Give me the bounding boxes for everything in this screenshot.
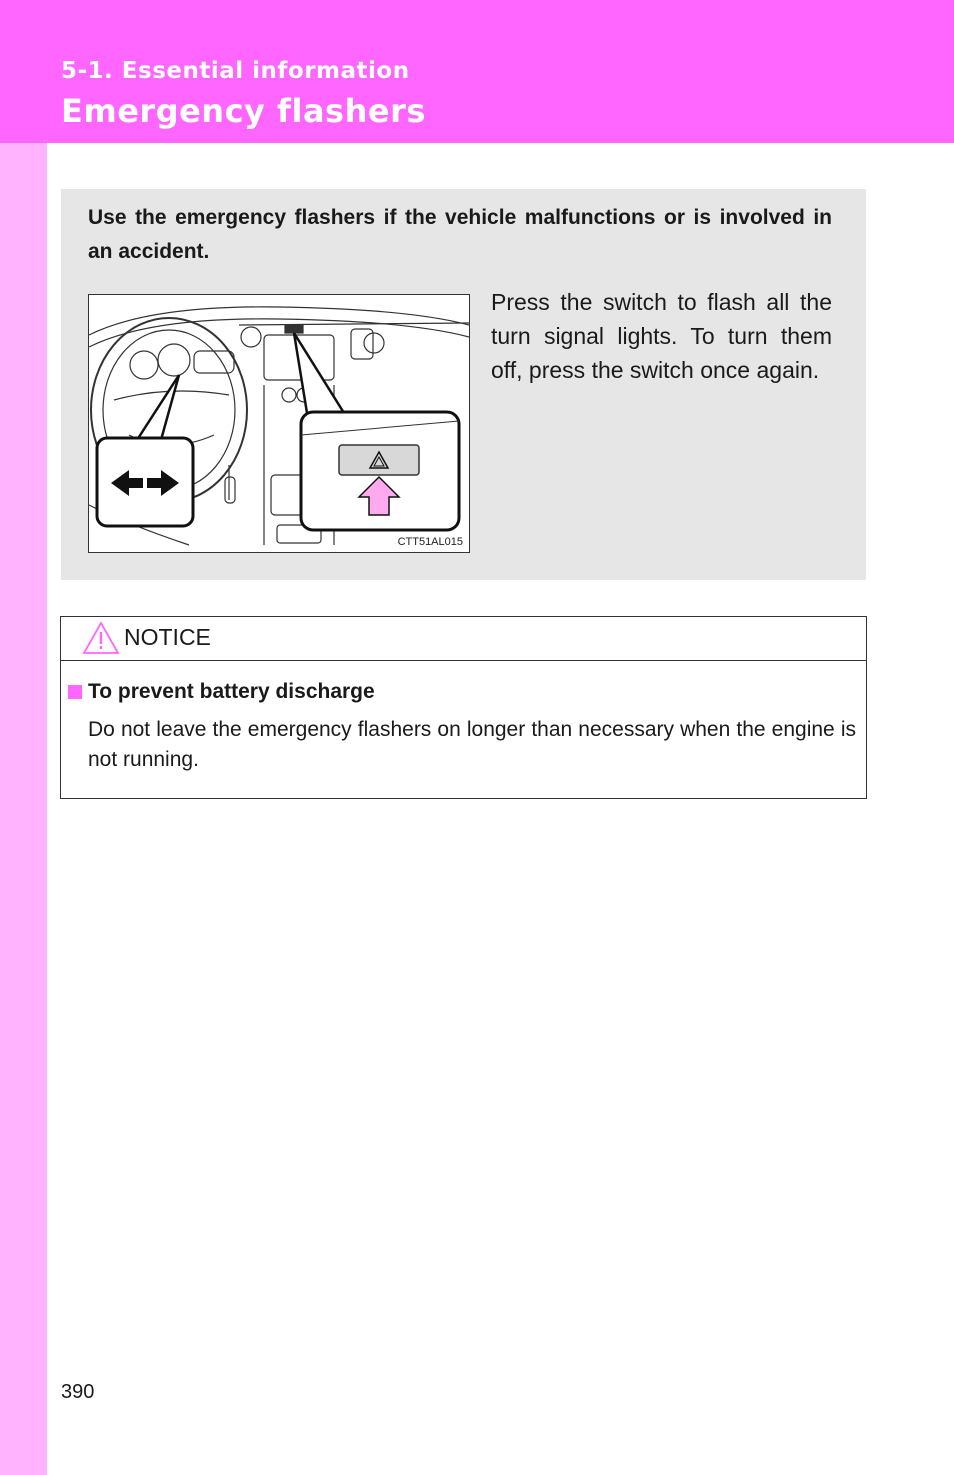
warning-triangle-icon xyxy=(82,621,120,655)
notice-subheading xyxy=(68,680,375,704)
notice-subheading-text: To prevent battery discharge xyxy=(88,680,375,703)
notice-body: Do not leave the emergency flashers on longer than necessary when the engine is not running. xyxy=(88,718,856,771)
info-box xyxy=(61,189,866,580)
notice-header xyxy=(61,617,866,661)
side-strip xyxy=(0,143,47,1475)
page-number: 390 xyxy=(61,1381,95,1403)
dashboard-drawing xyxy=(89,295,469,552)
dashboard-illustration xyxy=(88,294,470,553)
notice-title: NOTICE xyxy=(124,624,211,650)
bullet-square-icon xyxy=(68,685,82,699)
section-label: 5-1. Essential information xyxy=(61,58,410,84)
page-title: Emergency flashers xyxy=(61,92,426,130)
notice-box xyxy=(60,616,867,799)
lead-text: Use the emergency flashers if the vehicle malfunctions or is involved in an accident. xyxy=(88,206,832,263)
illustration-code: CTT51AL015 xyxy=(397,536,463,548)
instruction-text: Press the switch to flash all the turn signal lights. To turn them off, press the switch once again. xyxy=(491,289,832,383)
page-header xyxy=(0,0,954,143)
